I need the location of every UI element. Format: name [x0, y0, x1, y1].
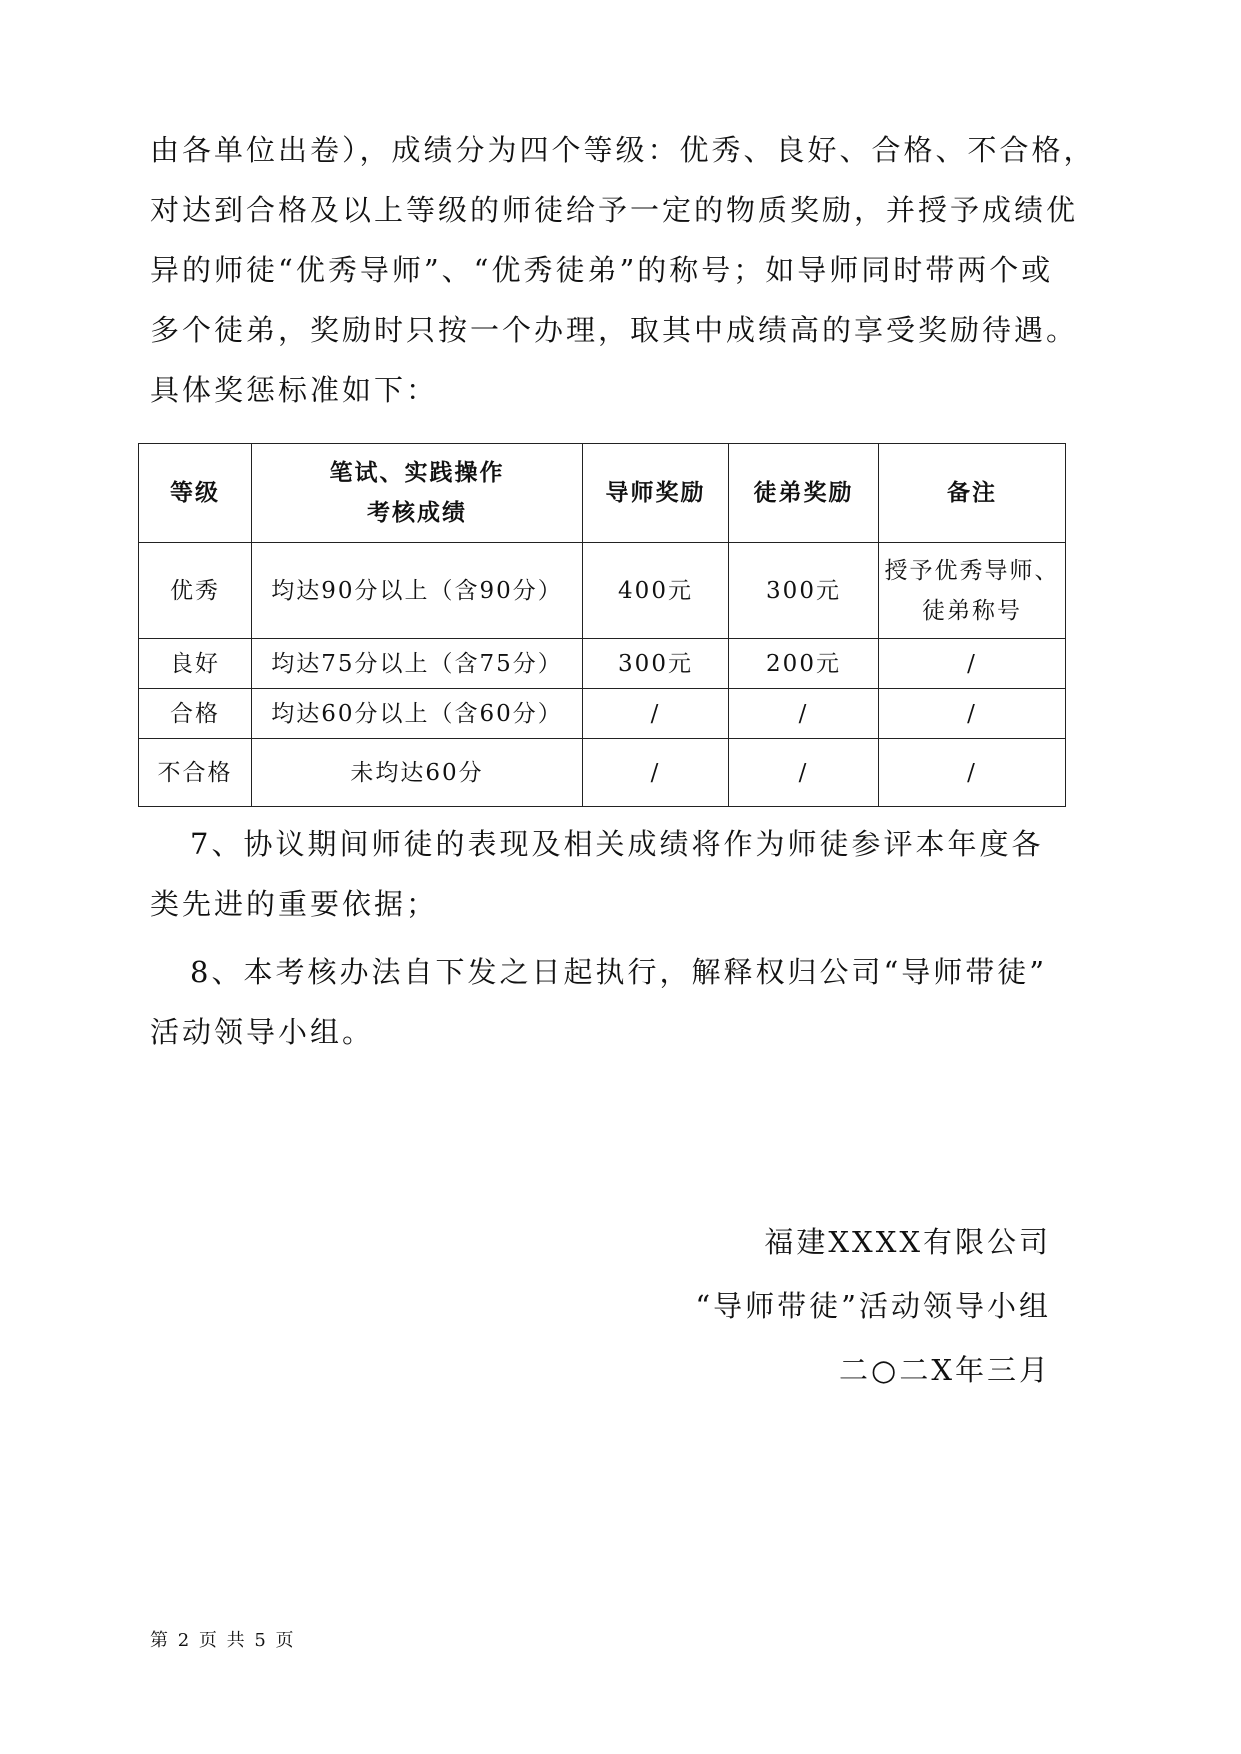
cell-remark-line-2: 徒弟称号 — [922, 597, 1022, 624]
cell-mentor-reward: / — [583, 739, 729, 807]
page-number-footer: 第 2 页 共 5 页 — [150, 1630, 296, 1651]
table-row — [139, 739, 1066, 807]
header-remark: 备注 — [879, 444, 1066, 543]
item-7-line-1: 7、协议期间师徒的表现及相关成绩将作为师徒参评本年度各 — [190, 827, 1044, 861]
item-7-line-2: 类先进的重要依据； — [150, 887, 439, 921]
header-grade: 等级 — [139, 444, 252, 543]
cell-grade: 合格 — [139, 689, 252, 739]
cell-remark-line-1: 授予优秀导师、 — [884, 557, 1060, 584]
cell-grade: 优秀 — [139, 543, 252, 639]
header-score-line-1: 笔试、实践操作 — [329, 460, 505, 486]
body-line-1: 由各单位出卷），成绩分为四个等级：优秀、良好、合格、不合格， — [150, 133, 1096, 167]
signature-company: 福建XXXX有限公司 — [764, 1225, 1051, 1259]
cell-remark: / — [879, 689, 1066, 739]
cell-apprentice-reward: 200元 — [729, 639, 879, 689]
cell-apprentice-reward: 300元 — [729, 543, 879, 639]
cell-grade: 不合格 — [139, 739, 252, 807]
table-row — [139, 543, 1066, 639]
cell-apprentice-reward: / — [729, 689, 879, 739]
cell-grade: 良好 — [139, 639, 252, 689]
reward-standard-table — [138, 443, 1066, 807]
item-8-line-1: 8、本考核办法自下发之日起执行，解释权归公司“导师带徒” — [190, 955, 1048, 989]
item-8-line-2: 活动领导小组。 — [150, 1015, 375, 1049]
cell-remark: / — [879, 639, 1066, 689]
header-apprentice-reward: 徒弟奖励 — [729, 444, 879, 543]
body-line-2: 对达到合格及以上等级的师徒给予一定的物质奖励，并授予成绩优 — [150, 193, 1079, 227]
cell-apprentice-reward: / — [729, 739, 879, 807]
cell-score: 均达75分以上（含75分） — [252, 639, 583, 689]
body-line-5: 具体奖惩标准如下： — [150, 373, 439, 407]
signature-date: 二○二X年三月 — [839, 1353, 1051, 1387]
cell-score: 未均达60分 — [252, 739, 583, 807]
cell-remark — [879, 543, 1066, 639]
body-line-3: 异的师徒“优秀导师”、“优秀徒弟”的称号；如导师同时带两个或 — [150, 253, 1054, 287]
header-mentor-reward: 导师奖励 — [583, 444, 729, 543]
cell-score: 均达60分以上（含60分） — [252, 689, 583, 739]
cell-mentor-reward: 300元 — [583, 639, 729, 689]
header-score — [252, 444, 583, 543]
cell-remark: / — [879, 739, 1066, 807]
signature-group: “导师带徒”活动领导小组 — [695, 1289, 1051, 1323]
body-line-4: 多个徒弟，奖励时只按一个办理，取其中成绩高的享受奖励待遇。 — [150, 313, 1079, 347]
header-score-line-2: 考核成绩 — [367, 500, 467, 526]
cell-mentor-reward: 400元 — [583, 543, 729, 639]
cell-mentor-reward: / — [583, 689, 729, 739]
table-header-row — [139, 444, 1066, 543]
cell-score: 均达90分以上（含90分） — [252, 543, 583, 639]
table-row — [139, 689, 1066, 739]
table-row — [139, 639, 1066, 689]
